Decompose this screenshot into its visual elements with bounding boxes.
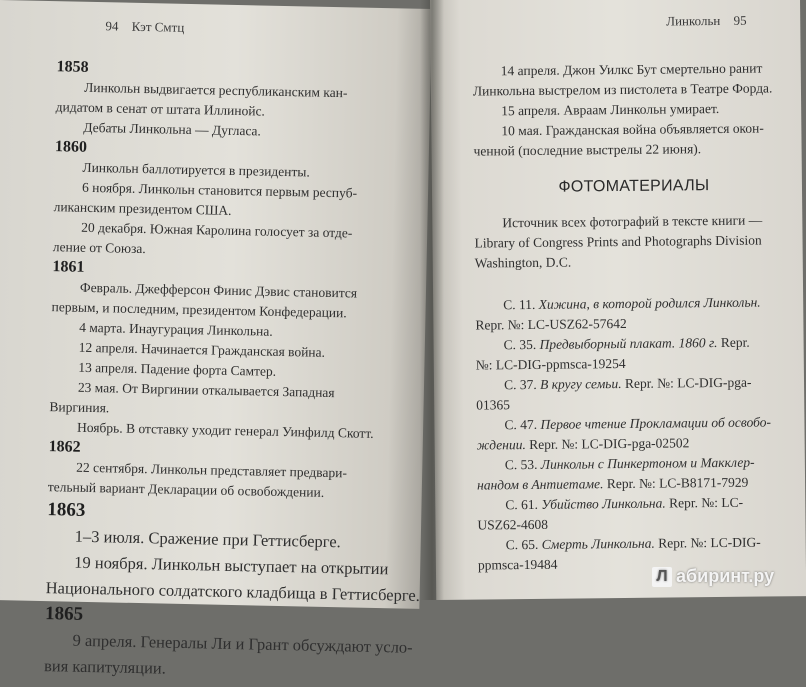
text-line: первым, и последним, президентом Конфедерации. — [51, 299, 347, 321]
text-line: ликанским президентом США. — [53, 199, 232, 218]
credit-text: С. 11. — [503, 296, 539, 313]
right-page — [430, 0, 806, 600]
right-page-number: 95 — [733, 12, 747, 28]
text-line: 14 апреля. Джон Уилкс Бут смертельно ранит — [500, 60, 763, 79]
text-line: 19 ноября. Линкольн выступает на открытии — [74, 552, 389, 579]
photo-credit-line — [476, 372, 796, 395]
text-line: 9 апреля. Генералы Ли и Грант обсуждают усло- — [72, 630, 413, 657]
credit-text: С. 37. — [503, 376, 541, 393]
year-heading: 1865 — [44, 603, 84, 625]
credit-text: С. 53. — [504, 456, 541, 473]
text-line: Линкольн выдвигается республиканским кан- — [84, 79, 348, 101]
text-line: 15 апреля. Авраам Линкольн умирает. — [501, 100, 720, 119]
year-heading: 1863 — [47, 499, 86, 521]
right-page-header — [666, 13, 757, 30]
year-heading: 1858 — [56, 58, 89, 76]
photo-caption: Предвыборный плакат. 1860 г. — [539, 335, 718, 352]
text-line: Library of Congress Prints and Photographs Division — [474, 232, 762, 251]
left-page-header — [95, 18, 184, 36]
text-line: Линкольна выстрелом из пистолета в Театре Форда. — [472, 80, 773, 99]
year-heading: 1862 — [48, 438, 81, 456]
text-line: Дебаты Линкольна — Дуглаcа. — [83, 119, 262, 139]
credit-text: Repr. — [717, 334, 750, 351]
chronology-continuation — [473, 58, 794, 161]
credit-text: С. 61. — [505, 496, 542, 513]
text-line: Виргиния. — [49, 399, 110, 416]
text-line: дидатом в сенат от штата Иллинойс. — [55, 99, 266, 119]
section-title: ФОТОМАТЕРИАЛЫ — [558, 177, 710, 196]
credit-text: С. 65. — [505, 536, 542, 553]
left-page-author: Кэт Смтц — [131, 18, 185, 35]
watermark — [652, 566, 774, 587]
photo-caption: Первое чтение Прокламации об освобо- — [540, 414, 772, 432]
photo-credit-line — [476, 412, 796, 435]
text-line: 13 апреля. Падение форта Самтер. — [78, 359, 277, 379]
credit-text: С. 35. — [503, 336, 540, 353]
credit-text: Repr. №: LC-DIG- — [654, 534, 761, 551]
text-line: ченной (последние выстрелы 22 июня). — [473, 141, 702, 159]
credit-text: Repr. №: LC- — [665, 494, 744, 511]
text-line: Февраль. Джефферсон Финис Дэвис становится — [79, 279, 358, 301]
right-page-body — [473, 58, 798, 575]
credit-text: Repr. №: LC-USZ62-57642 — [475, 315, 627, 333]
photo-credits-list — [475, 292, 798, 575]
watermark-text: абиринт.ру — [676, 566, 775, 586]
credit-text: С. 47. — [504, 416, 541, 433]
credit-text: ppmsca-19484 — [477, 556, 558, 573]
book-icon: Л — [652, 567, 672, 587]
text-line: тельный вариант Декларации об освобождении. — [47, 479, 325, 500]
year-heading: 1861 — [52, 258, 85, 276]
credit-text: USZ62-4608 — [477, 516, 549, 533]
photo-credit-line — [476, 332, 796, 355]
text-line: 12 апреля. Начинается Гражданская война. — [78, 339, 326, 360]
photo-caption: нандом в Антиетаме. — [477, 476, 604, 493]
text-line: Источник всех фотографий в тексте книги — — [502, 212, 763, 231]
photo-caption: Смерть Линкольна. — [541, 535, 655, 552]
credit-text: №: LC-DIG-ppmsca-19254 — [475, 355, 626, 373]
chronology-text — [43, 57, 421, 686]
credit-text: Repr. №: LC-DIG-pga- — [621, 374, 752, 392]
text-line: 10 мая. Гражданская война объявляется окон- — [501, 120, 764, 139]
credit-text: Repr. №: LC-B8171-7929 — [603, 474, 749, 492]
photo-credit-line — [475, 292, 795, 315]
text-line: 22 сентября. Линкольн представляет предвари- — [76, 459, 348, 481]
text-line: ление от Союза. — [52, 239, 146, 257]
photo-source-note — [474, 210, 795, 273]
credit-text: 01365 — [476, 397, 511, 413]
credit-text: Repr. №: LC-DIG-pga-02502 — [525, 435, 690, 453]
right-page-title: Линкольн — [666, 12, 721, 29]
year-heading: 1860 — [54, 138, 88, 156]
text-line: 1–3 июля. Сражение при Геттисберге. — [74, 526, 341, 552]
photo-caption: ждении. — [476, 437, 526, 453]
text-line: Ноябрь. В отставку уходит генерал Уинфилд Скотт. — [76, 419, 374, 441]
photo-caption: В кругу семьи. — [539, 376, 622, 392]
photo-credit-line — [478, 532, 798, 555]
text-line: Washington, D.C. — [474, 254, 572, 271]
photo-caption: Линкольн с Пинкертоном и Макклер- — [540, 454, 755, 472]
text-line: Линкольн баллотируется в президенты. — [82, 159, 310, 180]
text-line: 23 мая. От Виргинии откалывается Западная — [77, 379, 335, 401]
photo-caption: Хижина, в которой родился Линкольн. — [538, 294, 761, 312]
text-line: 6 ноября. Линкольн становится первым респуб- — [81, 179, 358, 201]
text-line: 4 марта. Инаугурация Линкольна. — [79, 319, 273, 339]
text-line: вия капитуляции. — [43, 656, 167, 678]
text-line: 20 декабря. Южная Каролина голосует за отде- — [81, 219, 353, 241]
book-gutter — [420, 0, 444, 600]
left-page-number: 94 — [105, 18, 119, 34]
text-line: Национального солдатского кладбища в Геттисберге. — [45, 578, 421, 605]
photo-credit-line — [477, 452, 797, 475]
photo-caption: Убийство Линкольна. — [541, 495, 666, 512]
